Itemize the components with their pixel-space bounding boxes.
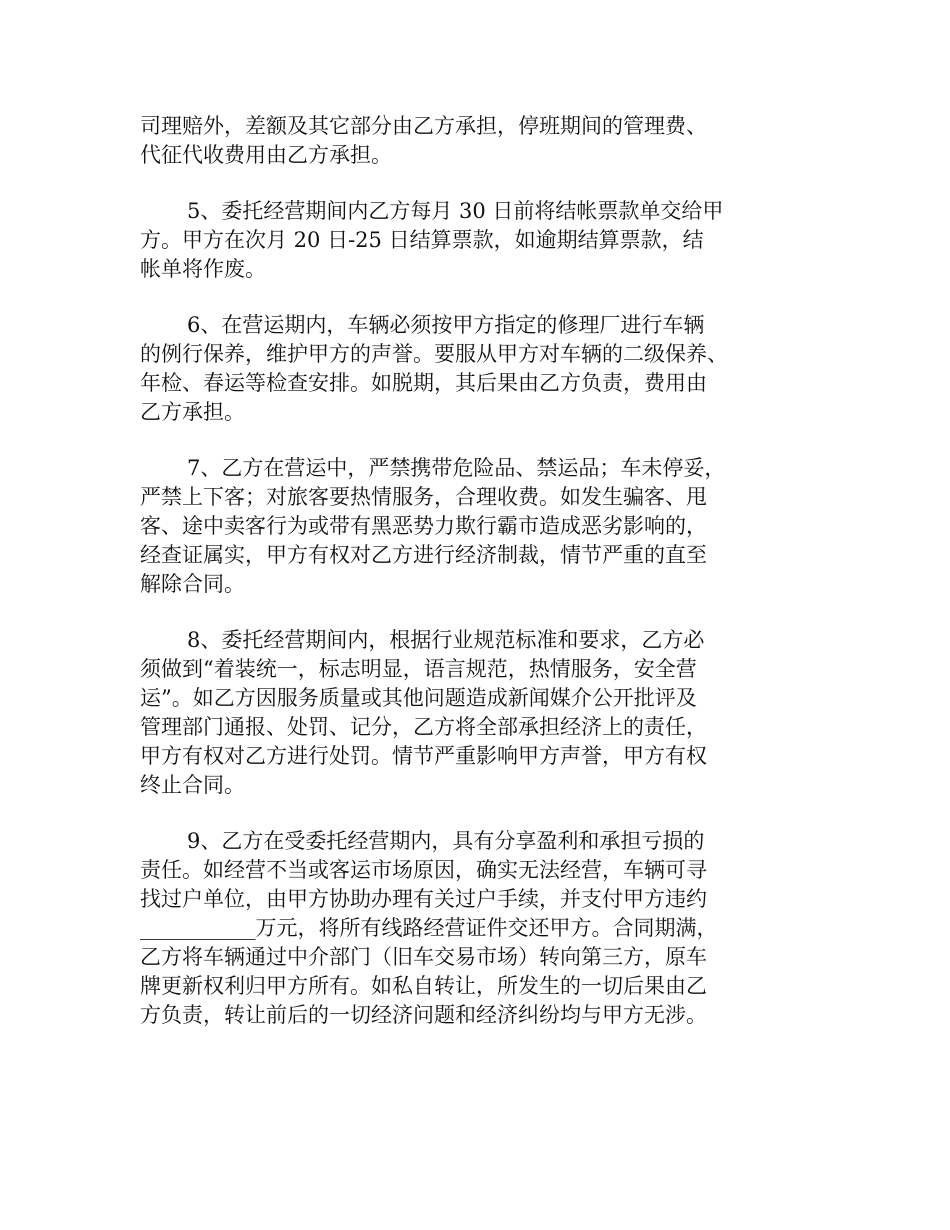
text-line: 8、委托经营期间内，根据行业规范标准和要求，乙方必 — [187, 628, 705, 652]
text-line: 9、乙方在受委托经营期内，具有分享盈利和承担亏损的 — [187, 829, 705, 853]
text-line: 司理赔外，差额及其它部分由乙方承担，停班期间的管理费、 — [140, 114, 707, 138]
text-line: 6、在营运期内，车辆必须按甲方指定的修理厂进行车辆 — [187, 313, 705, 337]
text-line: 帐单将作废。 — [140, 257, 266, 281]
paragraph-clause-5 — [140, 197, 820, 284]
text-line: 终止合同。 — [140, 773, 245, 797]
text-line: 方负责，转让前后的一切经济问题和经济纠纷均与甲方无涉。 — [140, 1003, 707, 1027]
text-line: 乙方承担。 — [140, 400, 245, 424]
text-line: 运”。如乙方因服务质量或其他问题造成新闻媒介公开批评及 — [140, 686, 697, 710]
paragraph-clause-7 — [140, 454, 820, 599]
text-line: 牌更新权利归甲方所有。如私自转让，所发生的一切后果由乙 — [140, 974, 707, 998]
document-body — [140, 112, 820, 1057]
text-line: 须做到“着装统一，标志明显，语言规范，热情服务，安全营 — [140, 657, 697, 681]
paragraph-clause-8 — [140, 626, 820, 800]
paragraph-continuation — [140, 112, 820, 170]
text-line: 方。甲方在次月 20 日-25 日结算票款，如逾期结算票款，结 — [140, 228, 704, 252]
paragraph-clause-6 — [140, 311, 820, 427]
paragraph-clause-9 — [140, 827, 820, 1030]
text-line: 解除合同。 — [140, 572, 245, 596]
text-line: 年检、春运等检查安排。如脱期，其后果由乙方负责，费用由 — [140, 371, 707, 395]
text-line: 代征代收费用由乙方承担。 — [140, 143, 392, 167]
text-line: 乙方将车辆通过中介部门（旧车交易市场）转向第三方，原车 — [140, 945, 707, 969]
text-line: 管理部门通报、处罚、记分，乙方将全部承担经济上的责任， — [140, 715, 707, 739]
text-line: 找过户单位，由甲方协助办理有关过户手续，并支付甲方违约 — [140, 887, 707, 911]
text-line: 的例行保养，维护甲方的声誉。要服从甲方对车辆的二级保养、 — [140, 342, 728, 366]
text-line: 客、途中卖客行为或带有黑恶势力欺行霸市造成恶劣影响的， — [140, 514, 707, 538]
text-line: ___________万元，将所有线路经营证件交还甲方。合同期满， — [140, 916, 718, 940]
text-line: 5、委托经营期间内乙方每月 30 日前将结帐票款单交给甲 — [187, 199, 724, 223]
text-line: 严禁上下客；对旅客要热情服务，合理收费。如发生骗客、甩 — [140, 485, 707, 509]
text-line: 甲方有权对乙方进行处罚。情节严重影响甲方声誉，甲方有权 — [140, 744, 707, 768]
text-line: 责任。如经营不当或客运市场原因，确实无法经营，车辆可寻 — [140, 858, 707, 882]
text-line: 经查证属实，甲方有权对乙方进行经济制裁，情节严重的直至 — [140, 543, 707, 567]
text-line: 7、乙方在营运中，严禁携带危险品、禁运品；车未停妥， — [187, 456, 726, 480]
